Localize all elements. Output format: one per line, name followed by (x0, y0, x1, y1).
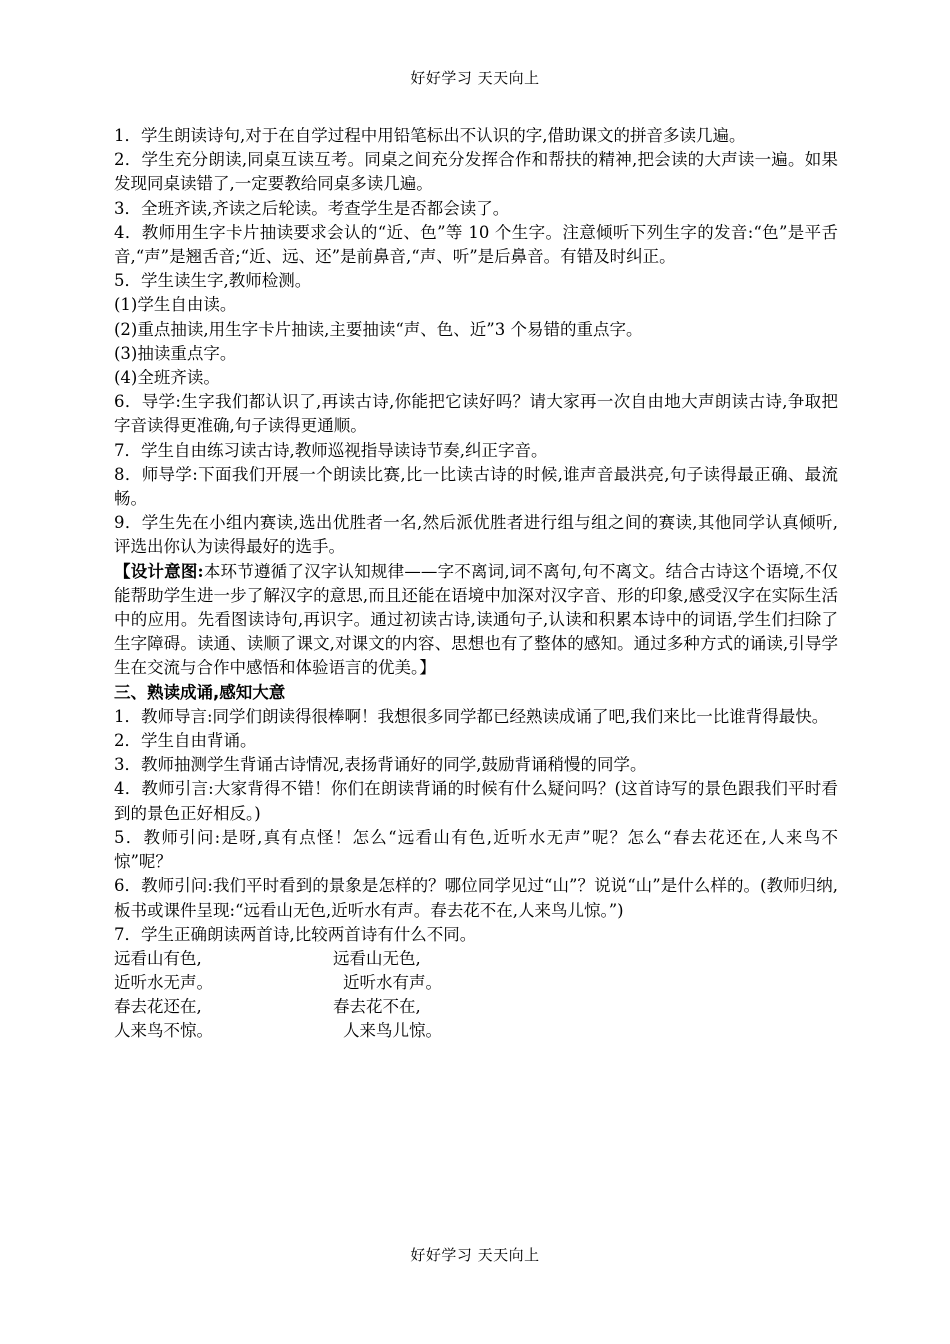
paragraph: 3．全班齐读,齐读之后轮读。考查学生是否都会读了。 (114, 198, 510, 218)
poem-row (114, 971, 838, 995)
section-title: 三、熟读成诵,感知大意 (114, 682, 286, 702)
original-poem-line: 远看山有色, (114, 948, 202, 968)
poem-row (114, 995, 838, 1019)
original-poem-line: 近听水无声。 (114, 973, 213, 993)
paragraph: 4．教师用生字卡片抽读要求会认的“近、色”等 10 个生字。注意倾听下列生字的发音:“色”是平舌音,“声”是翘舌音;“近、远、还”是前鼻音,“声、听”是后鼻音。有错及时纠正。 (114, 222, 838, 267)
reversed-poem-line: 远看山无色, (333, 948, 421, 968)
paragraph: (3)抽读重点字。 (114, 343, 237, 363)
design-intent-text: 本环节遵循了汉字认知规律——字不离词,词不离句,句不离文。结合古诗这个语境,不仅能帮助学生进一步了解汉字的意思,而且还能在语境中加深对汉字音、形的印象,感受汉字在实际生活中的应用。先看图读诗句,再识字。通过初读古诗,读通句子,认读和积累本诗中的词语,学生们扫除了生字障碍。读通、读顺了课文,对课文的内容、思想也有了整体的感知。通过多种方式的诵读,引导学生在交流与合作中感悟和体验语言的优美。】 (114, 561, 838, 678)
design-intent (114, 560, 838, 681)
design-intent-label: 【设计意图: (114, 561, 204, 581)
page-footer: 好好学习 天天向上 (410, 1246, 540, 1264)
reversed-poem-line: 近听水有声。 (343, 973, 442, 993)
page-header: 好好学习 天天向上 (410, 69, 540, 87)
paragraph: 6．教师引问:我们平时看到的景象是怎样的？哪位同学见过“山”？说说“山”是什么样的。(教师归纳,板书或课件呈现:“远看山无色,近听水有声。春去花不在,人来鸟儿惊。”) (114, 876, 838, 920)
document-body (114, 124, 838, 1044)
paragraph: 4．教师引言:大家背得不错！你们在朗读背诵的时候有什么疑问吗？(这首诗写的景色跟我们平时看到的景色正好相反。) (114, 779, 838, 823)
paragraph: 5．学生读生字,教师检测。 (114, 271, 312, 291)
original-poem-line: 人来鸟不惊。 (114, 1021, 213, 1041)
paragraph: 2．学生自由背诵。 (114, 731, 257, 751)
paragraph: 5．教师引问:是呀,真有点怪！怎么“远看山有色,近听水无声”呢？怎么“春去花还在,人来鸟不惊”呢？ (114, 827, 838, 872)
paragraph: 7．学生正确朗读两首诗,比较两首诗有什么不同。 (114, 924, 477, 944)
poem-comparison (114, 947, 838, 1044)
reversed-poem-line: 人来鸟儿惊。 (343, 1021, 442, 1041)
paragraph: 3．教师抽测学生背诵古诗情况,表扬背诵好的同学,鼓励背诵稍慢的同学。 (114, 755, 647, 775)
poem-row (114, 1019, 838, 1043)
paragraph: 1．教师导言:同学们朗读得很棒啊！我想很多同学都已经熟读成诵了吧,我们来比一比谁背得最快。 (114, 706, 829, 726)
paragraph: (4)全班齐读。 (114, 368, 220, 388)
poem-row (114, 947, 838, 971)
reversed-poem-line: 春去花不在, (333, 997, 421, 1017)
paragraph: 8．师导学:下面我们开展一个朗读比赛,比一比读古诗的时候,谁声音最洪亮,句子读得最正确、最流畅。 (114, 464, 838, 509)
paragraph: (1)学生自由读。 (114, 295, 237, 315)
paragraph: 7．学生自由练习读古诗,教师巡视指导读诗节奏,纠正字音。 (114, 440, 548, 460)
paragraph: 2．学生充分朗读,同桌互读互考。同桌之间充分发挥合作和帮扶的精神,把会读的大声读一遍。如果发现同桌读错了,一定要教给同桌多读几遍。 (114, 150, 838, 194)
paragraph: 1．学生朗读诗句,对于在自学过程中用铅笔标出不认识的字,借助课文的拼音多读几遍。 (114, 126, 746, 145)
paragraph: 6．导学:生字我们都认识了,再读古诗,你能把它读好吗？请大家再一次自由地大声朗读古诗,争取把字音读得更准确,句子读得更通顺。 (114, 392, 838, 436)
paragraph: 9．学生先在小组内赛读,选出优胜者一名,然后派优胜者进行组与组之间的赛读,其他同学认真倾听,评选出你认为读得最好的选手。 (114, 513, 838, 557)
original-poem-line: 春去花还在, (114, 997, 202, 1017)
paragraph: (2)重点抽读,用生字卡片抽读,主要抽读“声、色、近”3 个易错的重点字。 (114, 319, 643, 339)
